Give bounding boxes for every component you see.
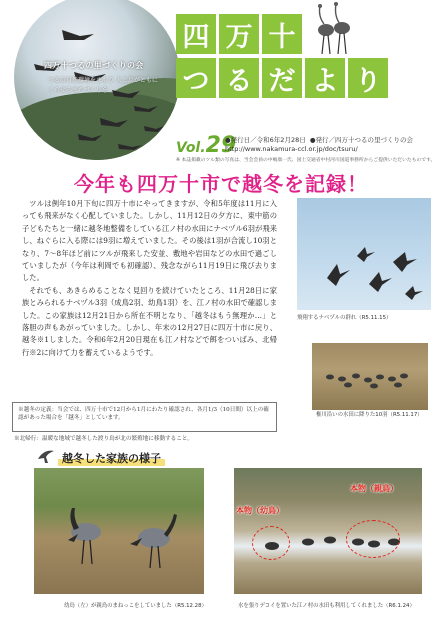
title-char: 万 <box>219 14 259 54</box>
publish-info <box>225 136 413 145</box>
article-body <box>22 198 277 359</box>
crane-pair-icon <box>306 2 356 56</box>
juvenile-label: 本物（幼鳥） <box>236 506 284 515</box>
family-right-caption: 水を張りデコイを置いた江ノ村の水田も利用してくれました（R6.1.24） <box>238 603 415 609</box>
title-char: 四 <box>176 14 216 54</box>
publisher: ●発行／四万十つるの里づくりの会 <box>309 136 414 144</box>
title-char: 十 <box>262 14 302 54</box>
headline: 今年も四万十市で越冬を記録！ <box>74 172 368 196</box>
section-title: 越冬した家族の様子 <box>58 450 165 466</box>
paddy-cranes-caption: 権川沿いの水田に降りた10羽（R5.11.17） <box>316 412 423 418</box>
flying-cranes-photo <box>297 198 431 310</box>
title-char: つ <box>176 58 216 98</box>
northbound-note: ※北帰行：温暖な地域で越冬した渡り鳥が北の繁殖地に移動すること。 <box>14 436 194 442</box>
title-char: る <box>219 58 259 98</box>
newsletter-title <box>176 14 430 124</box>
newsletter-header <box>0 0 442 162</box>
title-char: り <box>348 58 388 98</box>
photo-credit-note: ※ 本誌掲載のツル類の写真は、当会会員の中嶋康一氏、国土交通省中村河川国道事務所からご提供いただいたものです。 <box>176 158 436 163</box>
family-left-caption: 幼鳥（左）が親鳥のまねっこをしていました（R5.12.28） <box>64 603 207 609</box>
parent-label: 本物（親鳥） <box>350 484 398 493</box>
cover-crane-photo <box>14 0 180 160</box>
cranes-in-paddy-photo <box>312 343 428 410</box>
title-char: よ <box>305 58 345 98</box>
published-date: ●発行日／令和6年2月28日 <box>225 136 306 144</box>
title-char: だ <box>262 58 302 98</box>
association-name: 四万十つるの里づくりの会 <box>44 60 144 70</box>
website-url: http://www.nakamura-ccl.or.jp/doc/tsuru/ <box>225 145 358 153</box>
volume-number: Vol.29 <box>176 133 237 158</box>
definition-note-box: ※越冬の定義：当会では、四万十市で12月から1月にわたり確認され、各月1/3（10日間）以上の確認があった場合を「越冬」としています。 <box>12 402 277 432</box>
article-paragraph: それでも、あきらめることなく見回りを続けていたところ、11月28日に家族とみられるナベヅル3羽（成鳥2羽、幼鳥1羽）を、江ノ村の水田で確認しました。この家族は12月21日から所在不明となり、「越冬はもう無理か…」と落胆の声もあがっていました。しかし、年末の12月27日に四万十市に戻り、越冬※1しました。令和6年2月20日現在も江ノ村などで餌をついばみ、北帰行※2に向けて力を蓄えているようです。 <box>22 285 277 357</box>
crane-silhouette-icon <box>36 447 56 465</box>
family-cranes-photo-left <box>34 468 204 594</box>
association-tagline: つるの自然環境をまもり 人と鳥がともにくらせるまちづくりを <box>48 77 158 94</box>
article-paragraph: ツルは例年10月下旬に四万十市にやってきますが、令和5年度は11月に入っても飛来がなく心配していました。しかし、11月12日の夕方に、東中筋の子どもたちと一緒に越冬地整備をしている江ノ村の水田にナベヅル6羽が飛来し、ねぐらに入る際には9羽に増えていました。その後は1羽が合流し10羽となり、7～8年ほど前にツルが飛来した安並、敷地や岩田などの水田で過ごしていましたが（今年は利岡でも初確認）、残念ながら11月19日に飛び去りました。 <box>22 199 277 283</box>
flying-cranes-caption: 飛翔するナベヅルの群れ（R5.11.15） <box>297 315 392 321</box>
